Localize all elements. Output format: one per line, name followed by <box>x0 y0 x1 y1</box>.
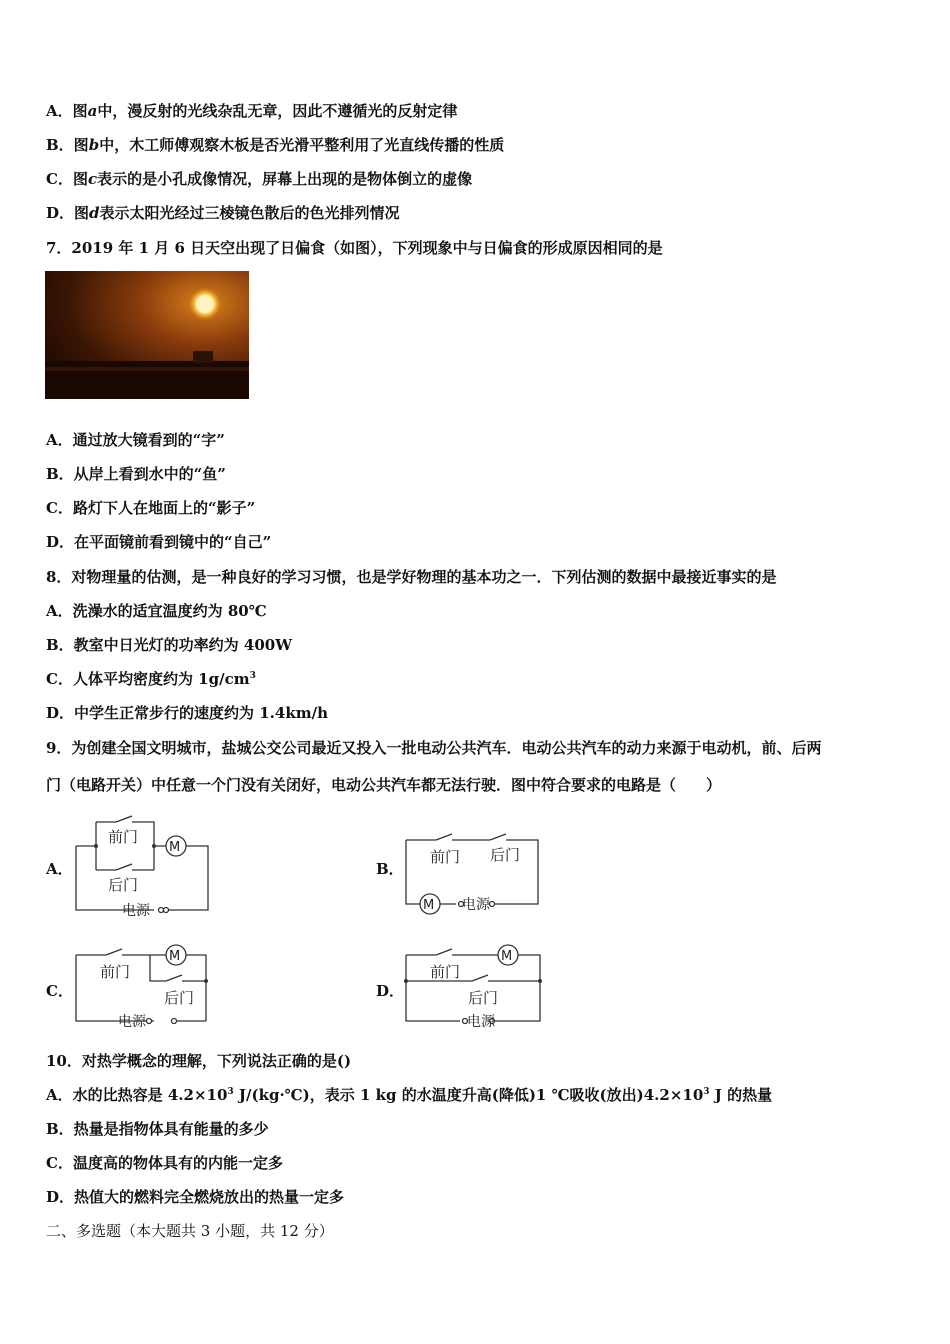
q6-option-b <box>46 135 504 155</box>
q10-option-c: C．温度高的物体具有的内能一定多 <box>46 1154 283 1172</box>
q6-option-d <box>46 203 400 223</box>
q6-c-prefix: C．图 <box>46 170 88 188</box>
q10-option-d: D．热值大的燃料完全燃烧放出的热量一定多 <box>46 1188 345 1206</box>
circuit-a-motor: M <box>169 840 181 855</box>
q8-option-c <box>46 669 256 689</box>
q10-a-text-2: J/(kg·℃)，表示 1 kg 的水温度升高(降低)1 ℃吸收(放出)4.2×10 <box>233 1086 704 1104</box>
q7-option-b: B．从岸上看到水中的“鱼” <box>46 465 226 483</box>
q6-b-figure: b <box>88 136 100 154</box>
circuit-c-motor: M <box>169 949 181 964</box>
q6-option-a <box>46 101 457 121</box>
q10-a-exponent-2: 3 <box>703 1087 710 1097</box>
eclipse-photo <box>45 271 249 399</box>
q6-option-c <box>46 169 472 189</box>
q6-c-figure: c <box>87 170 98 188</box>
circuit-d-label: D． <box>376 982 405 1000</box>
q6-a-text: 中，漫反射的光线杂乱无章，因此不遵循光的反射定律 <box>97 102 458 120</box>
q8-c-exponent: 3 <box>249 671 256 681</box>
circuit-c-rear-door: 后门 <box>164 989 195 1007</box>
circuit-d-power: 电源 <box>467 1014 495 1030</box>
q8-option-d: D．中学生正常步行的速度约为 1.4km/h <box>46 704 328 722</box>
circuit-a-power: 电源 <box>122 903 150 919</box>
circuit-b-power: 电源 <box>462 897 490 913</box>
circuit-d-diagram <box>400 937 545 1037</box>
circuit-c-front-door: 前门 <box>100 963 131 981</box>
circuit-d-rear-door: 后门 <box>468 989 499 1007</box>
q7-option-c: C．路灯下人在地面上的“影子” <box>46 499 256 517</box>
q7-stem: 7．2019 年 1 月 6 日天空出现了日偏食（如图），下列现象中与日偏食的形成原因相同的是 <box>46 239 663 257</box>
q8-option-a: A．洗澡水的适宜温度约为 80℃ <box>46 602 267 620</box>
circuit-c-diagram <box>70 937 215 1037</box>
circuit-a-label: A． <box>46 860 73 878</box>
circuit-b-label: B． <box>376 860 404 878</box>
q10-a-text-3: J 的热量 <box>709 1086 773 1104</box>
q6-c-text: 表示的是小孔成像情况，屏幕上出现的是物体倒立的虚像 <box>97 170 473 188</box>
q7-option-a: A．通过放大镜看到的“字” <box>46 431 225 449</box>
q10-option-b: B．热量是指物体具有能量的多少 <box>46 1120 269 1138</box>
q8-stem: 8．对物理量的估测，是一种良好的学习习惯，也是学好物理的基本功之一．下列估测的数据中最接近事实的是 <box>46 568 777 586</box>
q10-a-exponent-1: 3 <box>227 1087 234 1097</box>
circuit-d-motor: M <box>501 949 513 964</box>
q7-option-d: D．在平面镜前看到镜中的“自己” <box>46 533 272 551</box>
q10-a-text-1: A．水的比热容是 4.2×10 <box>46 1086 228 1104</box>
q6-a-figure: a <box>87 102 98 120</box>
q6-b-text: 中，木工师傅观察木板是否光滑平整利用了光直线传播的性质 <box>99 136 505 154</box>
circuit-b-diagram <box>400 820 545 920</box>
circuit-b-front-door: 前门 <box>430 848 461 866</box>
circuit-a-rear-door: 后门 <box>108 876 139 894</box>
circuit-b-motor: M <box>423 898 435 913</box>
q8-c-text: C．人体平均密度约为 1g/cm <box>46 670 250 688</box>
q6-b-prefix: B．图 <box>46 136 89 154</box>
circuit-a-front-door: 前门 <box>108 828 139 846</box>
q6-d-prefix: D．图 <box>46 204 90 222</box>
circuit-b-rear-door: 后门 <box>490 846 521 864</box>
q10-option-a <box>46 1085 772 1105</box>
q6-d-text: 表示太阳光经过三棱镜色散后的色光排列情况 <box>99 204 400 222</box>
circuit-d-front-door: 前门 <box>430 963 461 981</box>
circuit-a-diagram <box>70 810 215 920</box>
q8-option-b: B．教室中日光灯的功率约为 400W <box>46 636 293 654</box>
q6-a-prefix: A．图 <box>46 102 88 120</box>
circuit-c-power: 电源 <box>118 1014 146 1030</box>
section-2-heading: 二、多选题（本大题共 3 小题，共 12 分） <box>46 1222 334 1240</box>
q9-stem-line1: 9．为创建全国文明城市，盐城公交公司最近又投入一批电动公共汽车．电动公共汽车的动力来源于电动机，前、后两 <box>46 739 822 757</box>
q9-stem-line2: 门（电路开关）中任意一个门没有关闭好，电动公共汽车都无法行驶．图中符合要求的电路是（ ） <box>46 776 722 794</box>
q10-stem: 10．对热学概念的理解，下列说法正确的是() <box>46 1052 352 1070</box>
q6-d-figure: d <box>89 204 100 222</box>
circuit-c-label: C． <box>46 982 73 1000</box>
